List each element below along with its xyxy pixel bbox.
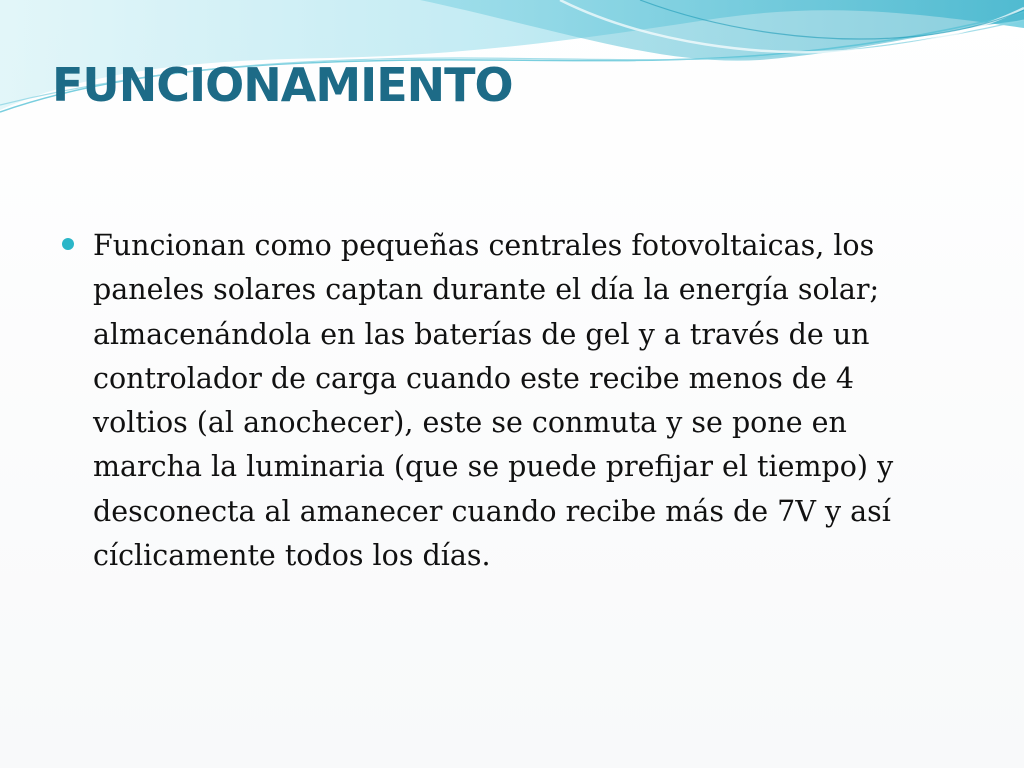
text-line: Funcionan como pequeñas centrales fotovoltaicas, los <box>93 229 875 262</box>
text-line: voltios (al anochecer), este se conmuta y se pone en <box>93 406 847 440</box>
text-line: cíclicamente todos los días. <box>93 539 491 573</box>
text-line: desconecta al amanecer cuando recibe más de 7V y así <box>93 494 891 528</box>
bullet-list <box>62 224 982 578</box>
list-item <box>62 224 982 578</box>
slide-title: FUNCIONAMIENTO <box>52 58 513 112</box>
text-line: almacenándola en las baterías de gel y a través de un <box>93 317 870 351</box>
bullet-text <box>93 224 973 578</box>
text-line: controlador de carga cuando este recibe menos de 4 <box>93 361 855 395</box>
text-line: paneles solares captan durante el día la energía solar; <box>93 273 880 307</box>
bullet-dot-icon <box>62 238 74 250</box>
text-line: marcha la luminaria (que se puede prefijar el tiempo) y <box>93 450 894 484</box>
